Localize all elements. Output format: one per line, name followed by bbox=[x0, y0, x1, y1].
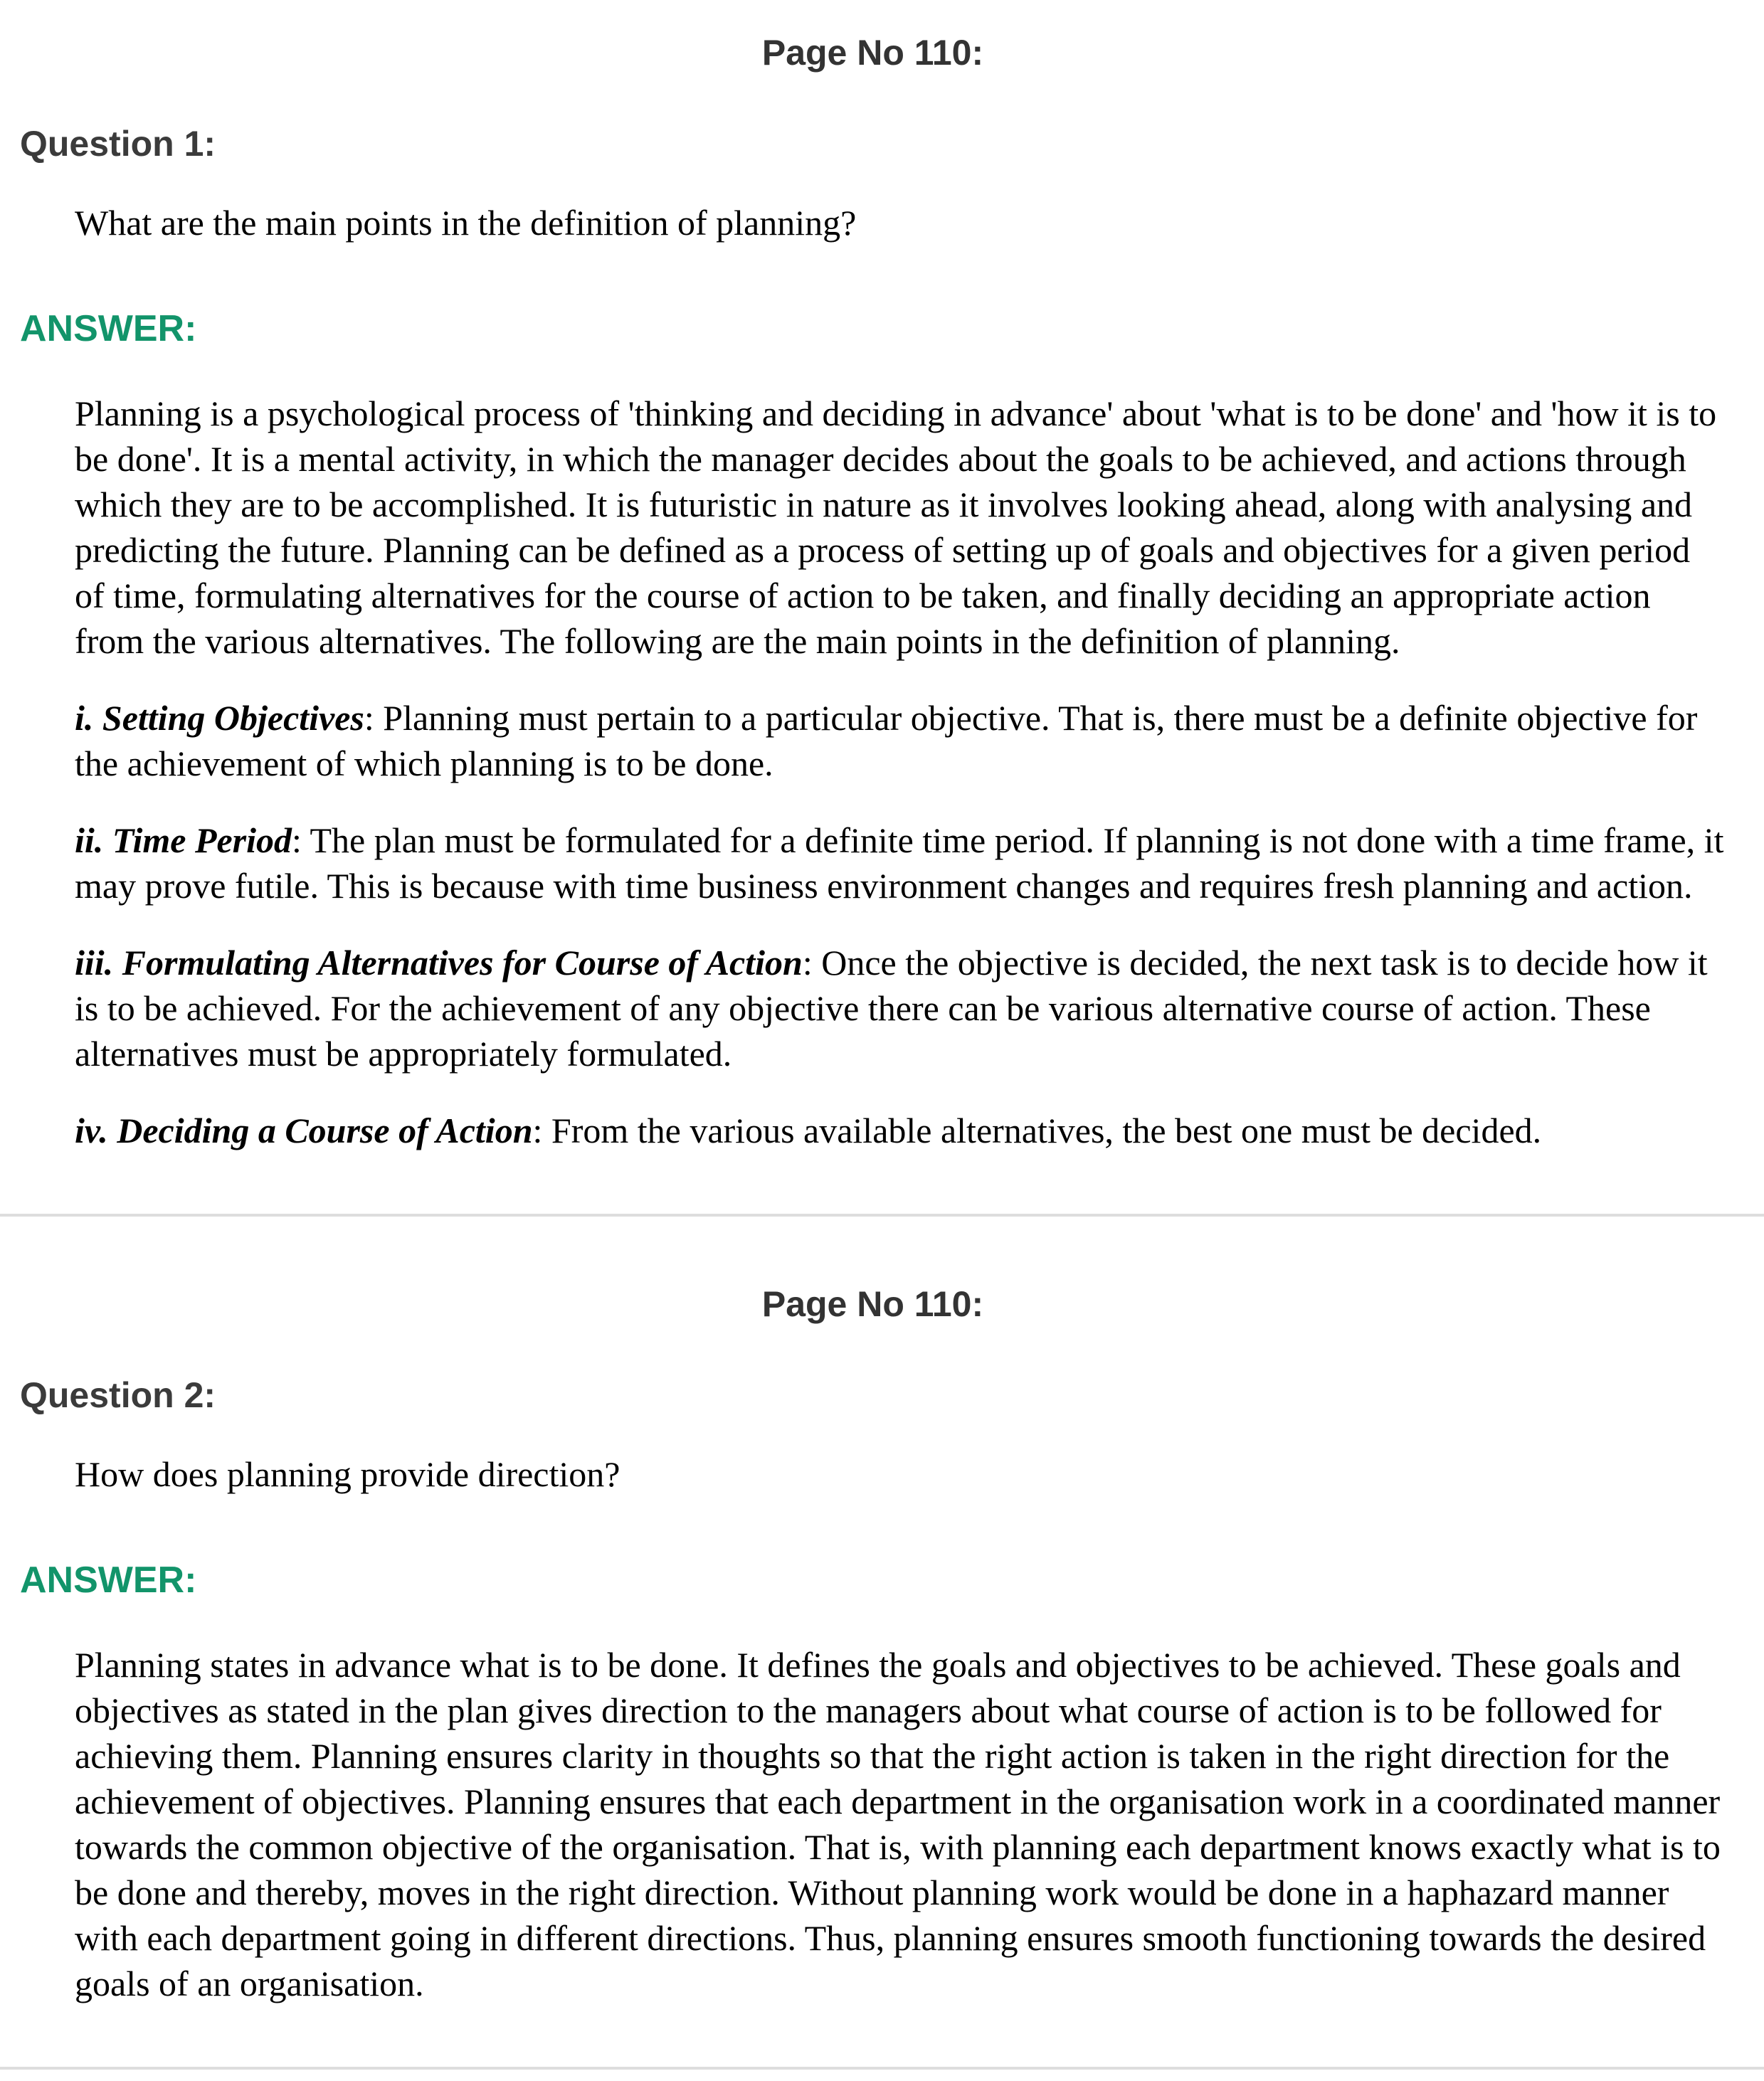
paragraph-lead: ii. Time Period bbox=[75, 820, 292, 861]
page-number-heading: Page No 110: bbox=[761, 1284, 984, 1325]
page-number-heading: Page No 110: bbox=[761, 33, 984, 73]
question-1-section bbox=[0, 33, 1764, 1153]
paragraph-text: Planning is a psychological process of 'thinking and deciding in advance' about 'what is to be done' and 'how it is to be done'. It is a mental activity, in which the manager decides about the goals to be achieved, and actions through which they are to be accomplished. It is futuristic in nature as it involves looking ahead, along with analysing and predicting the future. Planning can be defined as a process of setting up of goals and objectives for a given period of time, formulating alternatives for the course of action to be taken, and finally deciding an appropriate action from the various alternatives. The following are the main points in the definition of planning. bbox=[75, 393, 1717, 662]
answer-1-label: ANSWER: bbox=[20, 308, 197, 349]
answer-paragraph bbox=[75, 940, 1726, 1076]
paragraph-text: Planning states in advance what is to be done. It defines the goals and objectives to be achieved. These goals and objectives as stated in the plan gives direction to the managers about what course of action is to be followed for achieving them. Planning ensures clarity in thoughts so that the right action is taken in the right direction for the achievement of objectives. Planning ensures that each department in the organisation work in a coordinated manner towards the common objective of the organisation. That is, with planning each department knows exactly what is to be done and thereby, moves in the right direction. Without planning work would be done in a haphazard manner with each department going in different directions. Thus, planning ensures smooth functioning towards the desired goals of an organisation. bbox=[75, 1645, 1721, 2004]
answer-paragraph bbox=[75, 391, 1726, 664]
paragraph-text: : The plan must be formulated for a definite time period. If planning is not done with a time frame, it may prove futile. This is because with time business environment changes and requires fresh planning and action. bbox=[75, 820, 1724, 906]
question-2-section bbox=[0, 1217, 1764, 2006]
page-bottom-divider bbox=[0, 2067, 1764, 2070]
answer-2-body bbox=[20, 1642, 1726, 2006]
question-1-text: What are the main points in the definition of planning? bbox=[75, 203, 857, 243]
answer-paragraph bbox=[75, 695, 1726, 786]
answer-1-body bbox=[20, 391, 1726, 1153]
paragraph-lead: iii. Formulating Alternatives for Course of Action bbox=[75, 943, 803, 983]
paragraph-lead: iv. Deciding a Course of Action bbox=[75, 1111, 533, 1151]
answer-paragraph bbox=[75, 1108, 1726, 1153]
paragraph-text: : Once the objective is decided, the next task is to decide how it is to be achieved. For the achievement of any objective there can be various alternative course of action. These alternatives must be appropriately formulated. bbox=[75, 943, 1708, 1074]
question-1-heading: Question 1: bbox=[20, 123, 216, 164]
answer-paragraph bbox=[75, 817, 1726, 909]
solutions-document bbox=[0, 33, 1764, 2070]
paragraph-text: : From the various available alternatives, the best one must be decided. bbox=[532, 1111, 1542, 1151]
paragraph-text: : Planning must pertain to a particular objective. That is, there must be a definite objective for the achievement of which planning is to be done. bbox=[75, 698, 1698, 784]
paragraph-lead: i. Setting Objectives bbox=[75, 698, 364, 738]
question-2-text: How does planning provide direction? bbox=[75, 1454, 620, 1495]
answer-paragraph bbox=[75, 1642, 1726, 2006]
answer-2-label: ANSWER: bbox=[20, 1560, 197, 1601]
question-2-heading: Question 2: bbox=[20, 1375, 216, 1415]
